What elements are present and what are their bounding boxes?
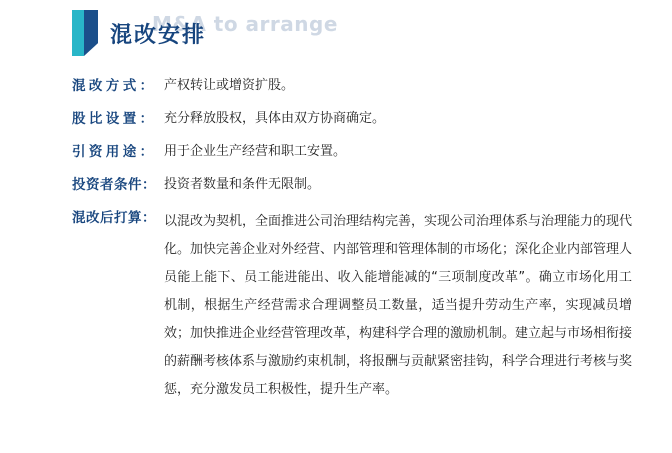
- item-label: [72, 175, 164, 195]
- item-label: [72, 208, 164, 228]
- item-value: 产权转让或增资扩股。: [164, 78, 295, 93]
- item-label: [72, 109, 164, 129]
- mark-right-bar: [84, 10, 98, 56]
- list-item: [0, 175, 672, 195]
- header-decorative-mark: [72, 10, 98, 56]
- item-label-text: 投资者条件: [72, 177, 142, 193]
- item-value: 以混改为契机，全面推进公司治理结构完善，实现公司治理体系与治理能力的现代化。加快完善企业对外经营、内部管理和管理体制的市场化；深化企业内部管理人员能上能下、员工能进能出、收入能增能减的“三项制度改革”。确立市场化用工机制，根据生产经营需求合理调整员工数量，适当提升劳动生产率，实现减员增效；加快推进企业经营管理改革，构建科学合理的激励机制。建立起与市场相衔接的薪酬考核体系与激励约束机制，将报酬与贡献紧密挂钩，科学合理进行考核与奖惩，充分激发员工积极性，提升生产率。: [164, 214, 633, 397]
- mark-left-bar: [72, 10, 84, 56]
- list-item: [0, 76, 672, 96]
- item-value: 用于企业生产经营和职工安置。: [164, 144, 347, 159]
- item-label-text: 混改方式: [72, 78, 140, 94]
- item-label-text: 引资用途: [72, 144, 140, 160]
- item-label-text: 股比设置: [72, 111, 140, 127]
- content-list: [0, 76, 672, 404]
- item-label: [72, 142, 164, 162]
- list-item: [0, 208, 672, 404]
- item-label-colon: ：: [139, 78, 157, 94]
- list-item: [0, 109, 672, 129]
- item-label-colon: ：: [139, 111, 157, 127]
- page-title: 混改安排: [110, 23, 207, 48]
- item-label-colon: ：: [142, 177, 156, 193]
- item-label-colon: ：: [142, 210, 156, 226]
- item-label-text: 混改后打算: [72, 210, 142, 226]
- page-subtitle: M&A to arrange: [152, 12, 338, 36]
- item-value: 充分释放股权，具体由双方协商确定。: [164, 111, 386, 126]
- page-header: [0, 0, 672, 76]
- list-item: [0, 142, 672, 162]
- item-label: [72, 76, 164, 96]
- item-value: 投资者数量和条件无限制。: [164, 177, 321, 192]
- item-label-colon: ：: [139, 144, 157, 160]
